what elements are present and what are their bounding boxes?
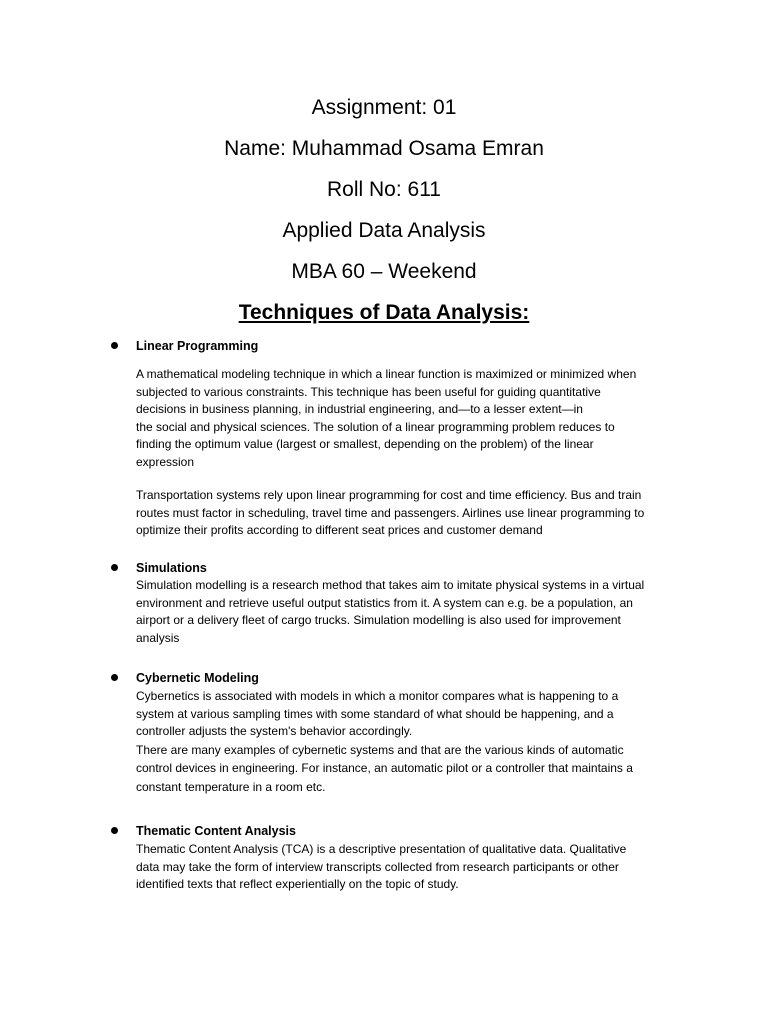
text-line: controller adjusts the system's behavior accordingly. bbox=[136, 724, 413, 738]
text-line: analysis bbox=[136, 630, 180, 645]
bullet-dot-icon bbox=[111, 564, 118, 571]
roll-number-heading: Roll No: 611 bbox=[326, 178, 441, 201]
text-line: There are many examples of cybernetic systems and that are the various kinds of automatic bbox=[136, 742, 624, 757]
program-heading: MBA 60 – Weekend bbox=[291, 260, 477, 283]
item-title-simulations: Simulations bbox=[136, 561, 207, 575]
text-line: optimize their profits according to different seat prices and customer demand bbox=[136, 523, 543, 537]
student-name-heading: Name: Muhammad Osama Emran bbox=[224, 137, 544, 160]
linear-programming-paragraph-2 bbox=[136, 487, 676, 540]
section-title: Techniques of Data Analysis: bbox=[238, 301, 530, 324]
text-line: airport or a delivery fleet of cargo trucks. Simulation modelling is also used for improvement bbox=[136, 613, 621, 627]
linear-programming-paragraph-1 bbox=[136, 366, 676, 471]
text-line: finding the optimum value (largest or smallest, depending on the problem) of the linear bbox=[136, 437, 594, 451]
text-line: A mathematical modeling technique in which a linear function is maximized or minimized when bbox=[136, 367, 637, 381]
text-line: system at various sampling times with some standard of what should be happening, and a bbox=[136, 706, 614, 721]
text-line: constant temperature in a room etc. bbox=[136, 779, 326, 794]
text-line: routes must factor in scheduling, travel time and passengers. Airlines use linear programming to bbox=[136, 505, 645, 520]
course-heading: Applied Data Analysis bbox=[282, 219, 486, 242]
bullet-dot-icon bbox=[111, 827, 118, 834]
cybernetic-modeling-paragraph bbox=[136, 688, 676, 796]
assignment-heading: Assignment: 01 bbox=[311, 96, 457, 119]
text-line: Thematic Content Analysis (TCA) is a descriptive presentation of qualitative data. Qualitative bbox=[136, 842, 627, 856]
text-line: decisions in business planning, in industrial engineering, and—to a lesser extent—in bbox=[136, 402, 583, 416]
item-title-cybernetic-modeling: Cybernetic Modeling bbox=[136, 671, 259, 685]
text-line: subjected to various constraints. This technique has been useful for guiding quantitative bbox=[136, 384, 601, 399]
item-title-thematic-content-analysis: Thematic Content Analysis bbox=[136, 824, 296, 838]
text-line: environment and retrieve useful output statistics from it. A system can e.g. be a population, an bbox=[136, 595, 633, 610]
text-line: the social and physical sciences. The solution of a linear programming problem reduces to bbox=[136, 419, 615, 434]
text-line: data may take the form of interview transcripts collected from research participants or other bbox=[136, 859, 619, 874]
item-title-linear-programming: Linear Programming bbox=[136, 339, 259, 353]
text-line: control devices in engineering. For instance, an automatic pilot or a controller that maintains a bbox=[136, 761, 633, 775]
thematic-content-analysis-paragraph bbox=[136, 841, 676, 894]
text-line: Transportation systems rely upon linear programming for cost and time efficiency. Bus and train bbox=[136, 488, 642, 502]
text-line: expression bbox=[136, 454, 195, 469]
text-line: identified texts that reflect experientially on the topic of study. bbox=[136, 877, 459, 891]
text-line: Simulation modelling is a research method that takes aim to imitate physical systems in a virtual bbox=[136, 578, 645, 592]
simulations-paragraph bbox=[136, 577, 676, 647]
bullet-dot-icon bbox=[111, 674, 118, 681]
text-line: Cybernetics is associated with models in which a monitor compares what is happening to a bbox=[136, 689, 619, 703]
bullet-dot-icon bbox=[111, 342, 118, 349]
